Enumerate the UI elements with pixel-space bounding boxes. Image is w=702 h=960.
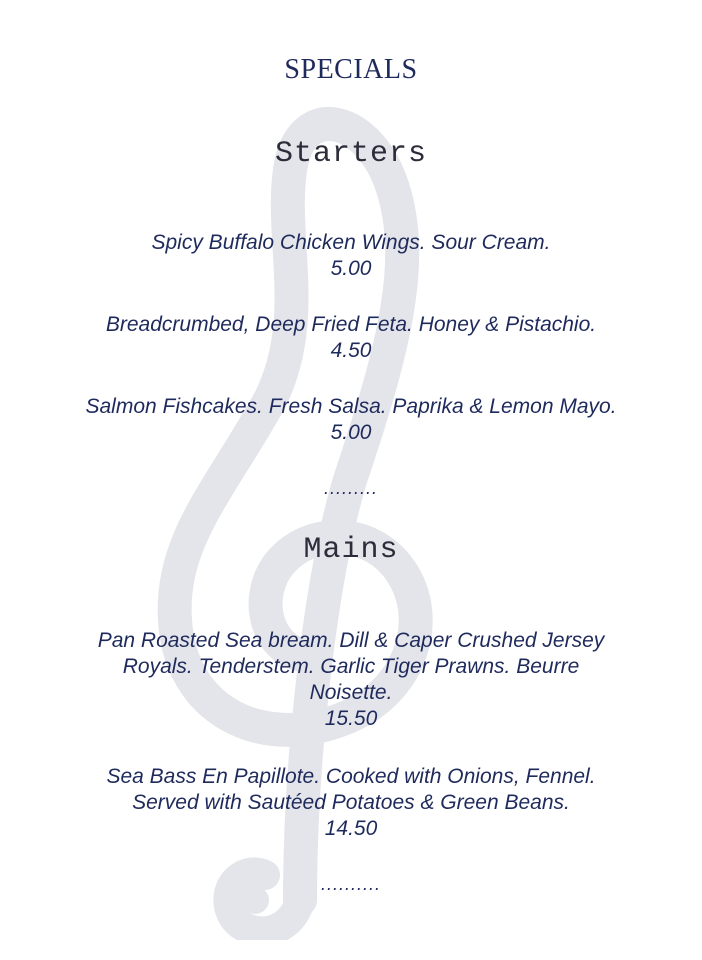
menu-item <box>0 394 702 446</box>
item-description: Breadcrumbed, Deep Fried Feta. Honey & Pistachio. <box>105 313 597 336</box>
item-description: Royals. Tenderstem. Garlic Tiger Prawns. Beurre <box>122 655 580 678</box>
item-description: Pan Roasted Sea bream. Dill & Caper Crushed Jersey <box>97 629 605 652</box>
starters-heading: Starters <box>274 137 428 171</box>
item-description: Salmon Fishcakes. Fresh Salsa. Paprika & Lemon Mayo. <box>85 395 617 418</box>
item-price: 14.50 <box>324 817 378 840</box>
item-description: Sea Bass En Papillote. Cooked with Onions, Fennel. <box>106 765 596 788</box>
menu-item <box>0 230 702 282</box>
menu-item <box>0 764 702 842</box>
mains-heading: Mains <box>303 533 399 567</box>
item-price: 5.00 <box>330 421 372 444</box>
section-separator: ......... <box>323 478 378 498</box>
menu-item <box>0 312 702 364</box>
item-description: Served with Sautéed Potatoes & Green Beans. <box>132 791 570 814</box>
item-price: 4.50 <box>330 339 372 362</box>
item-description: Spicy Buffalo Chicken Wings. Sour Cream. <box>151 231 551 254</box>
item-price: 15.50 <box>324 707 378 730</box>
section-separator: .......... <box>320 874 381 894</box>
item-price: 5.00 <box>330 257 372 280</box>
item-description: Noisette. <box>309 681 393 704</box>
menu-item <box>0 628 702 732</box>
menu-title: SPECIALS <box>284 54 418 85</box>
